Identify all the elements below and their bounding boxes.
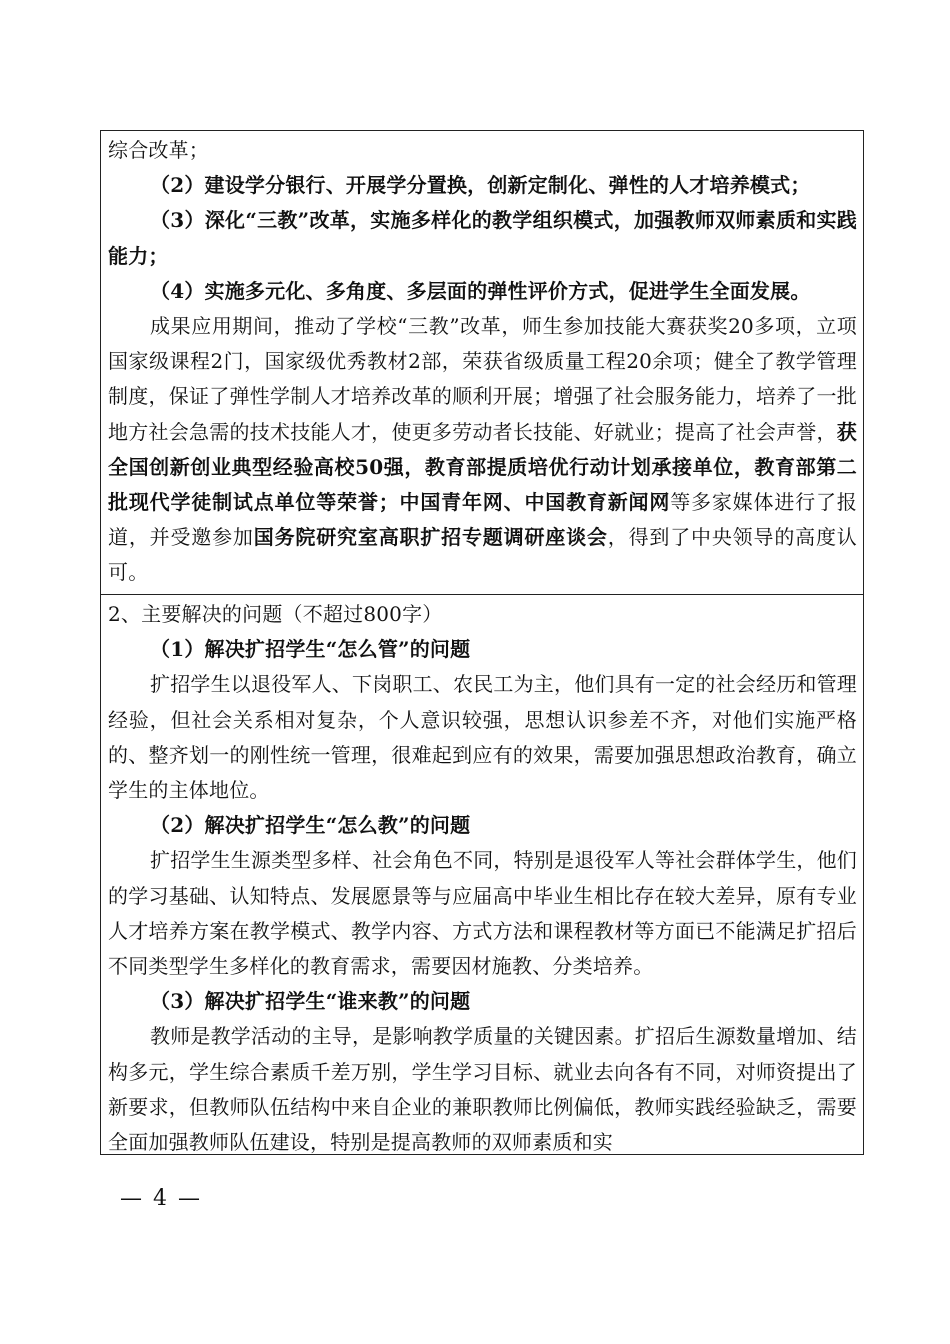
page-number: — 4 —: [120, 1186, 202, 1211]
subsection-title: （1）解决扩招学生“怎么管”的问题: [150, 637, 471, 662]
outcome-text: ，得到了中央领导的高度认可。: [108, 525, 857, 585]
table-cell-problems: [100, 594, 864, 1155]
table-cell-outcomes: [100, 130, 864, 594]
subsection-title: （3）解决扩招学生“谁来教”的问题: [150, 989, 471, 1014]
form-table: [100, 130, 864, 1155]
list-item: （2）建设学分银行、开展学分置换，创新定制化、弹性的人才培养模式；: [150, 173, 811, 198]
outcome-bold-text: 获全国创新创业典型经验高校50强，教育部提质培优行动计划承接单位，教育部第二批现代学徒制试点单位等荣誉；中国青年网、中国教育新闻网: [108, 419, 857, 515]
list-item: （4）实施多元化、多角度、多层面的弹性评价方式，促进学生全面发展。: [150, 278, 811, 303]
subsection-title: （2）解决扩招学生“怎么教”的问题: [150, 813, 471, 838]
outcome-text: 成果应用期间，推动了学校“三教”改革，师生参加技能大赛获奖20多项，立项国家级课程2门，国家级优秀教材2部，荣获省级质量工程20余项；健全了教学管理制度，保证了弹性学制人才培养改革的顺利开展；增强了社会服务能力，培养了一批地方社会急需的技术技能人才，使更多劳动者长技能、好就业；提高了社会声誉，: [108, 314, 857, 444]
body-paragraph: 教师是教学活动的主导，是影响教学质量的关键因素。扩招后生源数量增加、结构多元，学生综合素质千差万别，学生学习目标、就业去向各有不同，对师资提出了新要求，但教师队伍结构中来自企业的兼职教师比例偏低，教师实践经验缺乏，需要全面加强教师队伍建设，特别是提高教师的双师素质和实: [108, 1024, 857, 1155]
body-paragraph: 扩招学生生源类型多样、社会角色不同，特别是退役军人等社会群体学生，他们的学习基础、认知特点、发展愿景等与应届高中毕业生相比存在较大差异，原有专业人才培养方案在教学模式、教学内容、方式方法和课程教材等方面已不能满足扩招后不同类型学生多样化的教育需求，需要因材施教、分类培养。: [108, 848, 857, 979]
section-heading: 2、主要解决的问题（不超过800字）: [108, 602, 443, 626]
list-item: （3）深化“三教”改革，实施多样化的教学组织模式，加强教师双师素质和实践能力；: [108, 208, 857, 268]
outcome-text: 等多家媒体进行了报道，并受邀参加: [108, 490, 857, 550]
outcome-paragraph: [108, 309, 857, 591]
continuation-line: 综合改革；: [108, 138, 209, 162]
body-paragraph: 扩招学生以退役军人、下岗职工、农民工为主，他们具有一定的社会经历和管理经验，但社会关系相对复杂，个人意识较强，思想认识参差不齐，对他们实施严格的、整齐划一的刚性统一管理，很难起到应有的效果，需要加强思想政治教育，确立学生的主体地位。: [108, 672, 857, 803]
outcome-bold-text: 国务院研究室高职扩招专题调研座谈会: [253, 525, 608, 550]
